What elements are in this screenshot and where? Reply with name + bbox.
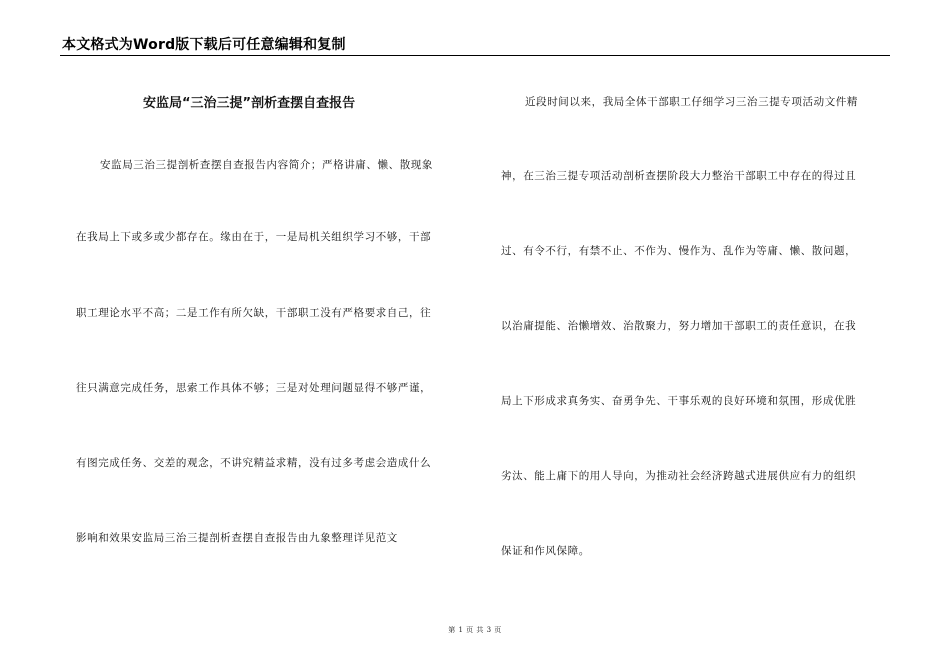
left-paragraph-line: 在我局上下或多或少都存在。缘由在于，一是局机关组织学习不够，干部 [76,231,432,243]
right-paragraph-line: 近段时间以来，我局全体干部职工仔细学习三治三提专项活动文件精 [525,96,858,108]
left-paragraph-line: 职工理论水平不高；二是工作有所欠缺，干部职工没有严格要求自己，往 [76,307,432,319]
right-paragraph-line: 保证和作风保障。 [501,545,590,557]
right-paragraph-line: 劣汰、能上庸下的用人导向，为推动社会经济跨越式进展供应有力的组织 [501,470,857,482]
header-divider [60,55,890,56]
left-paragraph-line: 有图完成任务、交差的观念，不讲究精益求精，没有过多考虑会造成什么 [76,457,432,469]
right-paragraph-line: 过、有令不行，有禁不止、不作为、慢作为、乱作为等庸、懒、散问题， [501,245,857,257]
page-header-title: 本文格式为Word版下载后可任意编辑和复制 [62,37,346,53]
left-paragraph-line: 安监局三治三提剖析查摆自查报告内容简介；严格讲庸、懒、散现象 [100,159,433,171]
right-paragraph-line: 以治庸提能、治懒增效、治散聚力，努力增加干部职工的责任意识，在我 [501,320,857,332]
left-paragraph-line: 往只满意完成任务，思索工作具体不够；三是对处理问题显得不够严谨， [76,382,432,394]
right-paragraph-line: 神，在三治三提专项活动剖析查摆阶段大力整治干部职工中存在的得过且 [501,170,857,182]
document-title: 安监局“三治三提”剖析查摆自查报告 [143,96,356,111]
page-number: 第 1 页 共 3 页 [448,626,502,634]
left-paragraph-line: 影响和效果安监局三治三提剖析查摆自查报告由九象整理详见范文 [76,532,398,544]
right-paragraph-line: 局上下形成求真务实、奋勇争先、干事乐观的良好环境和氛围，形成优胜 [501,395,857,407]
